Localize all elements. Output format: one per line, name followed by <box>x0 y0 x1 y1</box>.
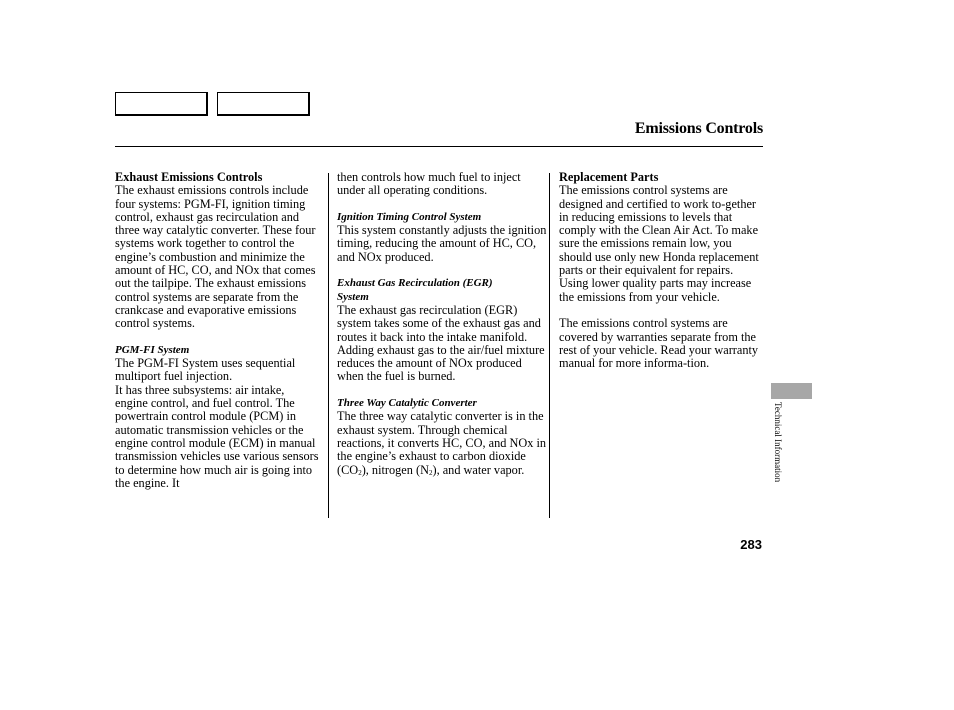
column-1 <box>115 171 319 490</box>
egr-heading-line-2: System <box>337 290 369 303</box>
catalytic-converter-heading: Three Way Catalytic Converter <box>337 397 477 410</box>
catalytic-converter-body <box>337 410 547 478</box>
pgmfi-heading: PGM-FI System <box>115 343 190 356</box>
exhaust-emissions-heading: Exhaust Emissions Controls <box>115 170 263 184</box>
section-tab[interactable] <box>771 383 812 399</box>
exhaust-emissions-intro: The exhaust emissions controls include four systems: PGM-FI, ignition timing control, exhaust gas recirculation and three way catalytic converter. These four systems work together to control the engine’s combustion and minimize the amount of HC, CO, and NOx that comes out the tailpipe. The exhaust emissions control systems are separate from the crankcase and evaporative emissions control systems. <box>115 183 316 331</box>
replacement-parts-heading: Replacement Parts <box>559 170 659 184</box>
nav-button-1[interactable] <box>115 92 208 116</box>
replacement-parts-paragraph-2: The emissions control systems are covered by warranties separate from the rest of your vehicle. Read your warranty manual for more informa-tion. <box>559 316 759 371</box>
catalytic-text-2: ), nitrogen (N <box>361 462 429 477</box>
pgmfi-paragraph-1: The PGM-FI System uses sequential multiport fuel injection. <box>115 356 296 384</box>
column-divider-2 <box>549 173 550 518</box>
catalytic-text-1: The three way catalytic converter is in the exhaust system. Through chemical reactions, it converts HC, CO, and NOx in the engine’s exhaust to carbon dioxide (CO <box>337 409 547 477</box>
column-divider-1 <box>328 173 329 518</box>
n2-subscript: 2 <box>428 468 433 477</box>
section-label <box>771 402 785 514</box>
ignition-timing-heading: Ignition Timing Control System <box>337 210 482 223</box>
pgmfi-continued: then controls how much fuel to inject under all operating conditions. <box>337 170 521 198</box>
egr-body: The exhaust gas recirculation (EGR) system takes some of the exhaust gas and routes it back into the intake manifold. Adding exhaust gas to the air/fuel mixture reduces the amount of NOx produced when the fuel is burned. <box>337 302 545 384</box>
page-number: 283 <box>740 537 762 552</box>
column-3 <box>559 171 763 370</box>
section-label-text: Technical Information <box>773 402 783 483</box>
egr-heading-line-1: Exhaust Gas Recirculation (EGR) <box>337 277 493 290</box>
co2-subscript: 2 <box>358 468 362 477</box>
title-rule <box>115 146 763 147</box>
replacement-parts-paragraph-1: The emissions control systems are designed and certified to work to-gether in reducing emissions to levels that comply with the Clean Air Act. To make sure the emissions remain low, you should use only new Honda replacement parts or their equivalent for repairs. Using lower quality parts may increase the emissions from your vehicle. <box>559 183 759 304</box>
column-2 <box>337 171 547 479</box>
nav-button-2[interactable] <box>217 92 310 116</box>
catalytic-text-3: ), and water vapor. <box>432 462 525 477</box>
ignition-timing-body: This system constantly adjusts the ignition timing, reducing the amount of HC, CO, and NOx produced. <box>337 223 547 264</box>
pgmfi-paragraph-2: It has three subsystems: air intake, engine control, and fuel control. The powertrain control module (PCM) in automatic transmission vehicles or the engine control module (ECM) in manual transmission vehicles use various sensors to determine how much air is going into the engine. It <box>115 382 319 490</box>
page-title: Emissions Controls <box>634 120 763 137</box>
